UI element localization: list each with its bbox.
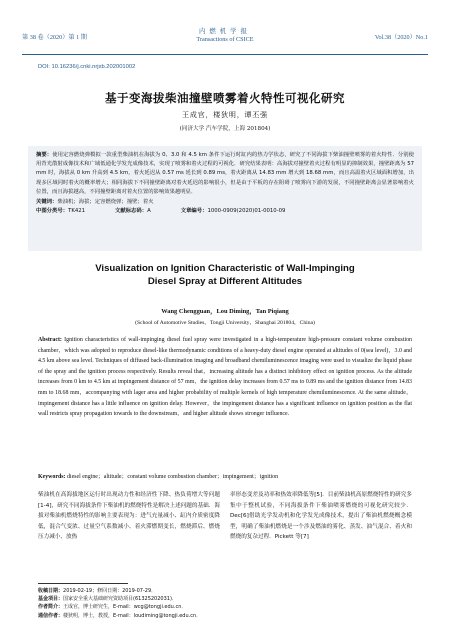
article-number: 文章编号：1000-0909(2020)01-0010-09: [180, 208, 286, 215]
abstract-text-en: Ignition characteristics of wall-impinging diesel fuel spray were investigated in a high-temperature high-pressure constant volume combustion chamber，which was adopted to reproduce diesel-like thermodynamic conditions of a heavy-duty diesel engine operated at altitudes of 0(sea level)，3.0 and 4.5 km above sea level. Techniques of diffused back-illumination imaging and broadband chemiluminescence imaging were used to visualize the liquid phase of the spray and the ignition process respectively. Results reveal that，increasing altitude has a distinct inhibitory effect on ignition process. As the altitude increases from 0 km to 4.5 km at impingement distance of 57 mm，the ignition delay increases from 0.57 ms to 0.89 ms and the ignition distance from 14.83 mm to 18.68 mm，accompanying with lager area and higher probability of multiple kernels of high temperature chemiluminescence. At the same altitude，impingement distance has a little influence on ignition delay. However，the impingement distance has a significant influence on ignition position as the flat wall restricts spray propagation towards to the downstream，and higher altitude shows stronger influence.: [38, 337, 412, 418]
authors-cn: 王成官，楼狄明，谭丕强: [182, 111, 268, 119]
footnote-received: 收稿日期：2019-02-19；修回日期：2019-07-29．: [38, 588, 157, 594]
keywords-text-en: diesel engine；altitude；constant volume combustion chamber；impingement；ignition: [66, 474, 279, 480]
affiliation-cn: (同济大学 汽车学院，上海 201804): [179, 126, 271, 132]
clc-code: 中图分类号：TK421: [36, 208, 86, 215]
keywords-label-en: Keywords:: [38, 474, 66, 480]
document-code: 文献标志码：A: [115, 208, 151, 215]
authors-en: Wang Chengguan，Lou Diming，Tan Piqiang: [161, 308, 289, 315]
classification-meta: [36, 207, 414, 216]
paper-title-en-line1: Visualization on Ignition Characteristic of Wall-Impinging: [95, 263, 355, 274]
footnote-corresponding: 通信作者：楼狄明，博士，教授，E-mail：loudiming@tongji.edu.cn．: [38, 612, 202, 619]
paper-title-en-line2: Diesel Spray at Different Altitudes: [147, 276, 303, 287]
abstract-en: [38, 335, 412, 420]
doi-link[interactable]: DOI: 10.16236/j.cnki.nrjxb.202001002: [38, 64, 136, 70]
paper-title-en: [0, 262, 450, 288]
keywords-en: [38, 472, 412, 482]
abstract-cn: [36, 151, 414, 197]
footnote-divider: [38, 583, 128, 584]
abstract-label-en: Abstract:: [38, 337, 62, 343]
journal-header: [22, 22, 428, 52]
paper-title-cn: 基于变海拔柴油撞壁喷雾着火特性可视化研究: [105, 91, 345, 105]
abstract-text-cn: 使用定容燃烧弹模拟一款重型柴油机在海拔为 0、3.0 和 4.5 km 条件下运行时缸内的热力学状态，研究了不同海拔下柴油撞壁喷雾的着火特性．分别使用背光散射成像技术和广域低通化学发光成像技术，实现了喷雾和着火过程的可视化．研究结果表明：高海拔对撞壁着火过程有明显的抑制效果，撞壁距离为 57 mm 时，海拔从 0 km 升高到 4.5 km，着火延迟从 0.57 ms 延长到 0.89 ms，着火距离从 14.83 mm 增大到 18.68 mm，而且高温着火区域面积增加，出现多区域同时着火的概率增大；相同海拔下不同撞壁距离对着火延迟的影响很小，但是由于平板的存在阻碍了喷雾向下游的发展，不同撞壁距离会显著影响着火位置，而且海拔越高，不同撞壁距离对着火位置的影响效果越明显．: [36, 152, 415, 195]
abstract-label-cn: 摘要：: [36, 152, 53, 158]
footnote: [38, 587, 201, 620]
keywords-label-cn: 关键词：: [36, 199, 58, 206]
keywords-text-cn: 柴油机；海拔；定容燃烧弹；撞壁；着火: [57, 199, 154, 206]
header-divider: [22, 54, 428, 55]
abstract-box-cn: [28, 146, 422, 251]
body-column-right: 率形态变差及功率和热效率降低等[5]．目前柴油机高原燃烧特性的研究多集中于整机试验，不同海拔条件下柴油喷雾燃烧的可视化研究较少．Dec[6]借助光学发动机和化学发光成像技术，提出了柴油机燃烧概念模型，明确了柴油机燃烧是一个涉及燃油的雾化、蒸发、油气混合、着火和燃烧的复杂过程．Pickett 等[7]: [230, 492, 412, 540]
journal-name-en: Transactions of CSICE: [196, 36, 254, 43]
journal-issue-cn: 第 38 卷（2020）第 1 期: [22, 34, 87, 41]
journal-name-cn: 内燃机学报: [199, 27, 251, 35]
footnote-fund: 基金项目：国家安全重大基础研究资助项目(61325202031)．: [38, 596, 177, 603]
body-text: [38, 490, 412, 543]
journal-name: [22, 26, 428, 43]
footnote-author: 作者简介：王成官，博士研究生，E-mail：wcg@tongji.edu.cn．: [38, 604, 187, 611]
affiliation-en: (School of Automotive Studies，Tongji University，Shanghai 201804，China): [135, 320, 315, 326]
keywords-cn: [36, 198, 414, 207]
body-column-left: 柴油机在高海拔地区运行时出现动力性和经济性下降、热负荷增大等问题[1-4]，研究不同海拔条件下柴油机的燃烧特性是解决上述问题的基础．海拔对柴油机燃烧特性的影响主要表现为：进气充量减小、缸内介质密度降低，混合气变浓、过量空气系数减小、着火滞燃期变长，燃烧滞后、燃烧压力减小、放热: [38, 492, 220, 540]
journal-issue-en: Vol.38（2020）No.1: [374, 34, 428, 41]
